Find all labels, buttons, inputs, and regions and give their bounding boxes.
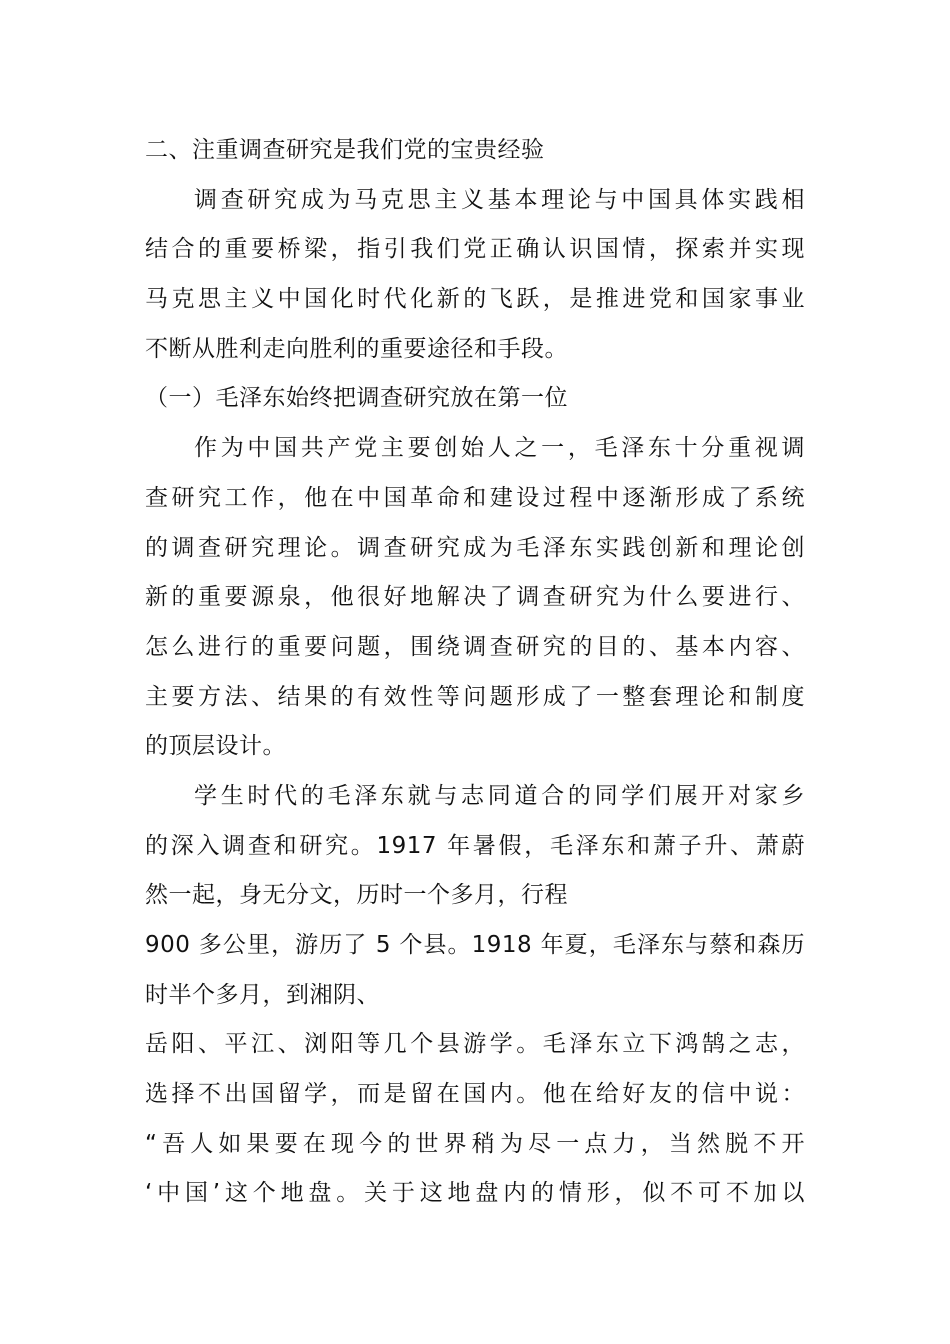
text-line: 选择不出国留学，而是留在国内。他在给好友的信中说： xyxy=(145,1081,805,1108)
text-line: 查研究工作，他在中国革命和建设过程中逐渐形成了系统 xyxy=(145,484,805,511)
text-line: “吾人如果要在现今的世界稍为尽一点力，当然脱不开 xyxy=(145,1130,805,1157)
text-line: 怎么进行的重要问题，围绕调查研究的目的、基本内容、 xyxy=(145,633,805,660)
text-line: 不断从胜利走向胜利的重要途径和手段。 xyxy=(145,335,568,362)
text-line: ‘中国’这个地盘。关于这地盘内的情形，似不可不加以 xyxy=(145,1180,805,1207)
text-line: 学生时代的毛泽东就与志同道合的同学们展开对家乡 xyxy=(194,782,805,809)
section-heading: 二、注重调查研究是我们党的宝贵经验 xyxy=(145,137,545,163)
text-line: 的顶层设计。 xyxy=(145,733,286,760)
paragraph-2 xyxy=(145,424,805,772)
text-line: 结合的重要桥梁，指引我们党正确认识国情，探索并实现 xyxy=(145,236,805,263)
text-line: 900 多公里，游历了 5 个县。1918 年夏，毛泽东与蔡和森历 xyxy=(145,932,805,958)
text-line: 的深入调查和研究。1917 年暑假，毛泽东和萧子升、萧蔚 xyxy=(145,832,805,859)
paragraph-3 xyxy=(145,772,805,1219)
text-line: 调查研究成为马克思主义基本理论与中国具体实践相 xyxy=(194,186,805,213)
text-line: 马克思主义中国化时代化新的飞跃，是推进党和国家事业 xyxy=(145,286,805,313)
document-page xyxy=(145,126,805,1219)
text-line: 新的重要源泉，他很好地解决了调查研究为什么要进行、 xyxy=(145,584,805,611)
text-line: 然一起，身无分文，历时一个多月，行程 xyxy=(145,882,568,909)
text-line: 的调查研究理论。调查研究成为毛泽东实践创新和理论创 xyxy=(145,534,805,561)
text-line: 时半个多月，到湘阴、 xyxy=(145,981,380,1008)
text-line: 主要方法、结果的有效性等问题形成了一整套理论和制度 xyxy=(145,683,805,710)
text-line: 作为中国共产党主要创始人之一，毛泽东十分重视调 xyxy=(194,435,805,462)
paragraph-1 xyxy=(145,176,805,375)
subsection-heading: （一）毛泽东始终把调查研究放在第一位 xyxy=(145,385,568,412)
text-line: 岳阳、平江、浏阳等几个县游学。毛泽东立下鸿鹄之志， xyxy=(145,1031,805,1058)
